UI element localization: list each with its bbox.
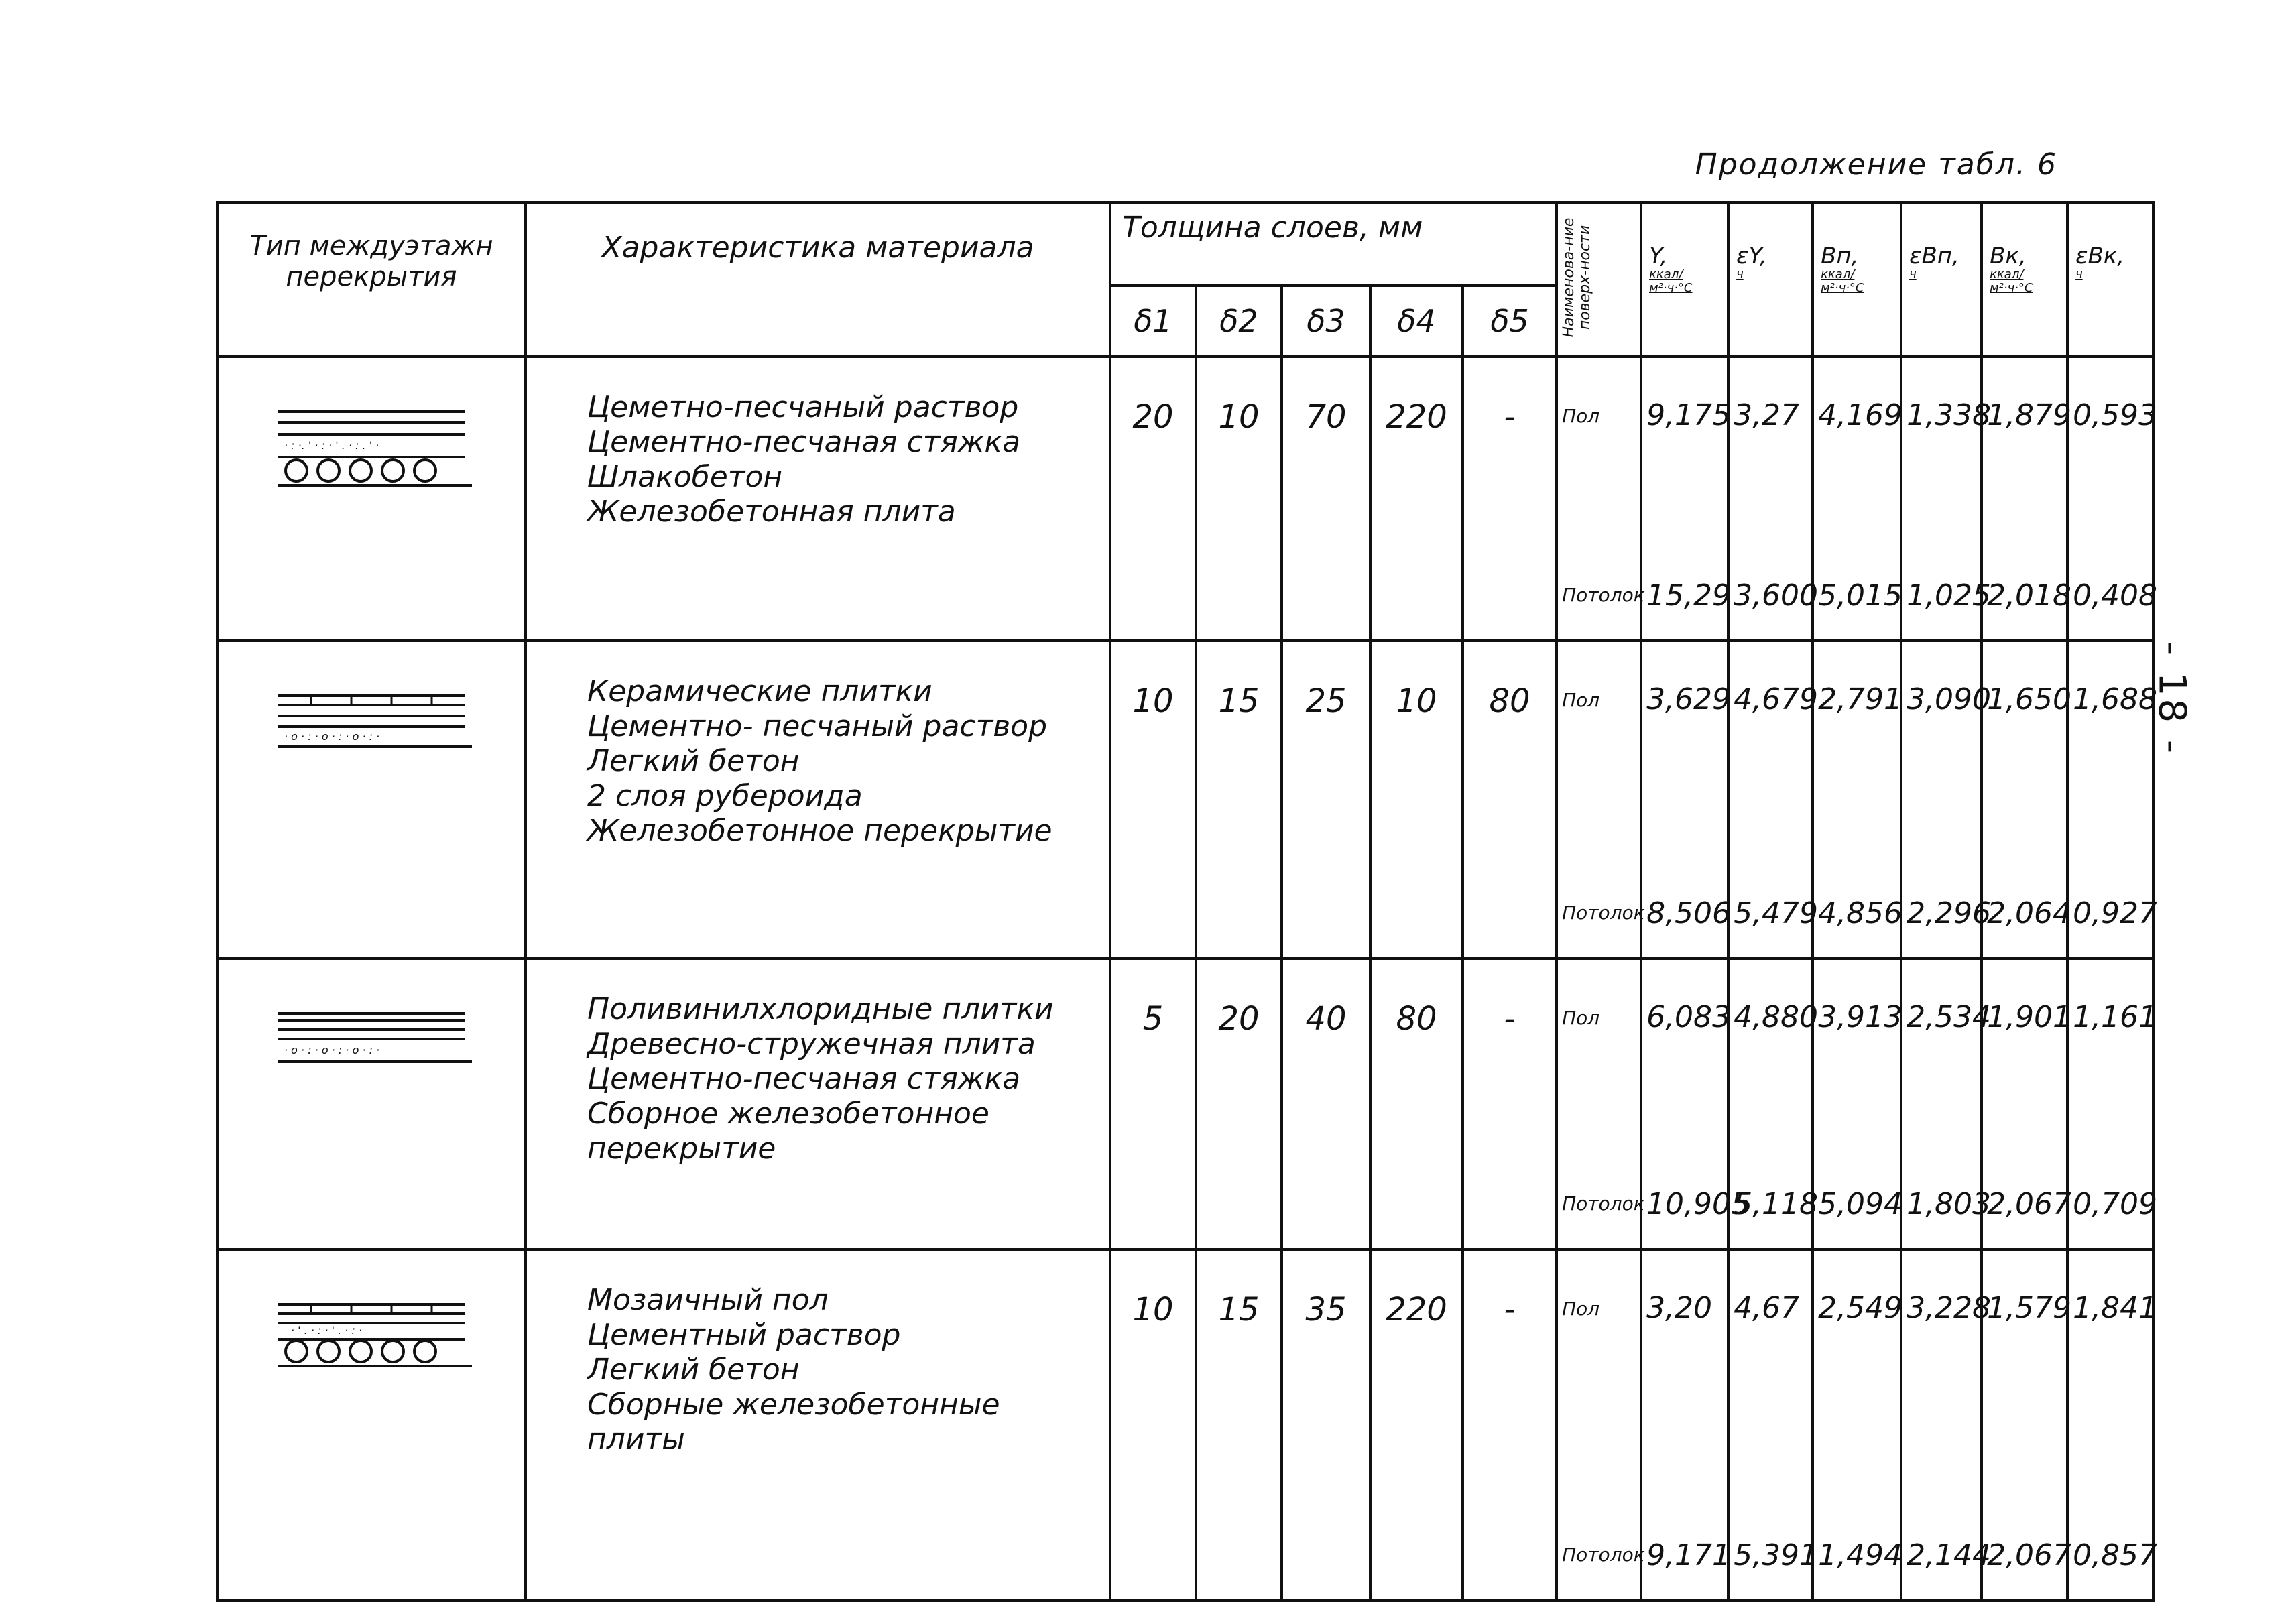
ceiling-value: 2,144 (1907, 1538, 1992, 1573)
material-item: Сборные железобетонные (587, 1388, 1000, 1422)
coef-symbol: Вп, (1821, 243, 1859, 269)
surface-cell (1557, 357, 1645, 641)
header-surface (1557, 202, 1641, 357)
material-item: Легкий бетон (587, 744, 800, 778)
value-cell (1641, 357, 1732, 641)
coef-unit: ккал/м²·ч·°С (1990, 267, 2033, 295)
header-layer-4: δ4 (1370, 286, 1463, 357)
surface-cell (1557, 959, 1645, 1249)
surface-cell (1557, 641, 1645, 959)
floor-label: Пол (1562, 405, 1600, 427)
thermal-properties-table (216, 201, 2158, 1602)
svg-text:· : ·. ' · : · ' . · : . ' ·: · : ·. ' · : · ' . · : . ' · (284, 439, 379, 452)
ceiling-value: 3,600 (1734, 578, 1819, 613)
material-item: Легкий бетон (587, 1353, 800, 1387)
floor-value: 2,549 (1818, 1291, 1903, 1325)
floor-value: 2,534 (1907, 1000, 1992, 1034)
thickness-4: 80 (1370, 959, 1463, 1249)
floor-section-diagram (271, 385, 485, 505)
value-cell (1641, 1249, 1732, 1601)
ceiling-value: 1,494 (1818, 1538, 1903, 1573)
coef-unit: ч (2075, 267, 2083, 282)
floor-value: 3,913 (1818, 1000, 1903, 1034)
header-layer-2: δ2 (1196, 286, 1282, 357)
ceiling-value: 5,118 (1734, 1187, 1819, 1221)
thickness-2: 10 (1196, 357, 1282, 641)
thickness-4: 220 (1370, 1249, 1463, 1601)
value-cell (1641, 641, 1732, 959)
material-item: Железобетонная плита (587, 495, 956, 529)
ceiling-value: 0,857 (2073, 1538, 2158, 1573)
material-item: Древесно-стружечная плита (587, 1027, 1036, 1061)
coef-symbol: εВп, (1909, 243, 1959, 269)
table-row (217, 959, 2153, 1249)
floor-schema-cell (217, 357, 526, 641)
thickness-1: 10 (1110, 641, 1196, 959)
value-cell (1901, 641, 1992, 959)
coef-unit: ч (1736, 267, 1744, 282)
table-caption: Продолжение табл. 6 (1695, 147, 2057, 182)
floor-value: 1,841 (2073, 1291, 2158, 1325)
floor-value: 9,175 (1646, 398, 1732, 432)
ceiling-value: 15,29 (1646, 578, 1732, 613)
coef-symbol: Вк, (1990, 243, 2027, 269)
ceiling-value: 0,927 (2073, 896, 2158, 930)
floor-value: 6,083 (1646, 1000, 1732, 1034)
value-cell (1813, 641, 1901, 959)
floor-value: 2,791 (1818, 682, 1903, 717)
ceiling-label: Потолок (1562, 584, 1645, 606)
thickness-1: 10 (1110, 1249, 1196, 1601)
ceiling-value: 5,479 (1734, 896, 1819, 930)
thickness-5: - (1463, 959, 1557, 1249)
thickness-4: 10 (1370, 641, 1463, 959)
value-cell (1982, 357, 2072, 641)
materials-cell (526, 1249, 1110, 1601)
header-coef-ey (1728, 202, 1813, 357)
header-characteristic: Характеристика материала (526, 202, 1110, 357)
ceiling-label: Потолок (1562, 1544, 1645, 1566)
ceiling-value: 2,064 (1987, 896, 2072, 930)
floor-schema-cell (217, 959, 526, 1249)
value-cell (2067, 1249, 2158, 1601)
header-coef-y (1641, 202, 1728, 357)
header-coef-bp (1813, 202, 1901, 357)
thickness-3: 40 (1282, 959, 1370, 1249)
page-number-text: - 18 - (2150, 641, 2194, 757)
floor-value: 1,901 (1987, 1000, 2072, 1034)
floor-value: 1,579 (1987, 1291, 2072, 1325)
material-item: Сборное железобетонное (587, 1097, 989, 1131)
coef-unit: ккал/м²·ч·°С (1649, 267, 1693, 295)
floor-schema-cell (217, 1249, 526, 1601)
coef-symbol: εВк, (2075, 243, 2125, 269)
value-cell (2067, 959, 2158, 1249)
floor-value: 0,593 (2073, 398, 2158, 432)
thickness-3: 35 (1282, 1249, 1370, 1601)
value-cell (1728, 1249, 1819, 1601)
floor-value: 4,880 (1734, 1000, 1819, 1034)
header-coef-bk (1982, 202, 2067, 357)
floor-value: 1,338 (1907, 398, 1992, 432)
value-cell (1813, 1249, 1901, 1601)
value-cell (2067, 641, 2158, 959)
floor-value: 1,650 (1987, 682, 2072, 717)
svg-text:· o · : · o · : · o · : ·: · o · : · o · : · o · : · (284, 730, 380, 743)
material-item: Цементно-песчаная стяжка (587, 425, 1021, 459)
thickness-5: - (1463, 1249, 1557, 1601)
value-cell (1728, 641, 1819, 959)
ceiling-value: 1,025 (1907, 578, 1992, 613)
floor-value: 1,161 (2073, 1000, 2158, 1034)
header-coef-ebp (1901, 202, 1982, 357)
materials-cell (526, 641, 1110, 959)
ceiling-value: 4,856 (1818, 896, 1903, 930)
material-item: Поливинилхлоридные плитки (587, 992, 1054, 1026)
value-cell (1728, 959, 1819, 1249)
floor-value: 1,688 (2073, 682, 2158, 717)
ceiling-value: 9,171 (1646, 1538, 1732, 1573)
value-cell (2067, 357, 2158, 641)
ceiling-label: Потолок (1562, 1192, 1645, 1215)
value-cell (1901, 1249, 1992, 1601)
value-cell (1982, 1249, 2072, 1601)
coef-unit: ч (1909, 267, 1917, 282)
value-cell (1901, 357, 1992, 641)
svg-text:· ' . · : · ' . · : ·: · ' . · : · ' . · : · (291, 1324, 363, 1337)
coef-symbol: Y, (1649, 243, 1668, 269)
value-cell (1982, 959, 2072, 1249)
floor-value: 3,090 (1907, 682, 1992, 717)
floor-section-diagram (271, 987, 485, 1107)
surface-cell (1557, 1249, 1645, 1601)
material-item: Мозаичный пол (587, 1283, 829, 1317)
floor-value: 4,679 (1734, 682, 1819, 717)
material-item: Цементно-песчаная стяжка (587, 1062, 1021, 1096)
header-layer-1: δ1 (1110, 286, 1196, 357)
coef-symbol: εY, (1736, 243, 1767, 269)
floor-value: 3,629 (1646, 682, 1732, 717)
thickness-2: 20 (1196, 959, 1282, 1249)
ceiling-value: 0,709 (2073, 1187, 2158, 1221)
floor-label: Пол (1562, 1298, 1600, 1320)
floor-schema-cell (217, 641, 526, 959)
ceiling-value: 2,296 (1907, 896, 1992, 930)
ceiling-value: 5,094 (1818, 1187, 1903, 1221)
header-type: Тип междуэтажн перекрытия (217, 202, 526, 357)
value-cell (1641, 959, 1750, 1249)
thickness-1: 5 (1110, 959, 1196, 1249)
table-row (217, 357, 2153, 641)
ceiling-value: 0,408 (2073, 578, 2158, 613)
material-item: Цеметно-песчаный раствор (587, 390, 1019, 424)
ceiling-value: 2,067 (1987, 1187, 2072, 1221)
floor-value: 3,228 (1907, 1291, 1992, 1325)
ceiling-value: 2,067 (1987, 1538, 2072, 1573)
material-item: Цементно- песчаный раствор (587, 709, 1048, 743)
material-item: Шлакобетон (587, 460, 783, 494)
value-cell (1982, 641, 2072, 959)
materials-cell (526, 959, 1110, 1249)
floor-label: Пол (1562, 1007, 1600, 1029)
ceiling-value: 5,015 (1818, 578, 1903, 613)
floor-value: 4,67 (1734, 1291, 1800, 1325)
thickness-3: 70 (1282, 357, 1370, 641)
value-cell (1813, 959, 1901, 1249)
header-coef-ebk (2067, 202, 2153, 357)
ceiling-value: 8,506 (1646, 896, 1732, 930)
floor-section-diagram (271, 1278, 485, 1398)
header-layer-5: δ5 (1463, 286, 1557, 357)
floor-label: Пол (1562, 689, 1600, 711)
material-item: 2 слоя рубероида (587, 779, 863, 813)
ceiling-value: 5,391 (1734, 1538, 1819, 1573)
materials-cell (526, 357, 1110, 641)
floor-value: 3,27 (1734, 398, 1800, 432)
header-thickness: Толщина слоев, мм (1110, 202, 1557, 286)
floor-section-diagram (271, 669, 485, 790)
thickness-3: 25 (1282, 641, 1370, 959)
floor-value: 3,20 (1646, 1291, 1713, 1325)
thickness-1: 20 (1110, 357, 1196, 641)
thickness-5: - (1463, 357, 1557, 641)
floor-value: 4,169 (1818, 398, 1903, 432)
ceiling-value: 2,018 (1987, 578, 2072, 613)
thickness-2: 15 (1196, 641, 1282, 959)
thickness-5: 80 (1463, 641, 1557, 959)
material-item: Цементный раствор (587, 1318, 901, 1352)
ceiling-value: 10,905 (1646, 1187, 1750, 1221)
value-cell (1901, 959, 1992, 1249)
floor-value: 1,879 (1987, 398, 2072, 432)
material-item: Керамические плитки (587, 674, 932, 708)
thickness-4: 220 (1370, 357, 1463, 641)
material-item: перекрытие (587, 1131, 776, 1166)
ceiling-label: Потолок (1562, 902, 1645, 924)
coef-unit: ккал/м²·ч·°С (1821, 267, 1864, 295)
table-row (217, 1249, 2153, 1601)
header-layer-3: δ3 (1282, 286, 1370, 357)
ceiling-value: 1,803 (1907, 1187, 1992, 1221)
table-row (217, 641, 2153, 959)
svg-text:· o · : · o · : · o · : ·: · o · : · o · : · o · : · (284, 1044, 380, 1056)
material-item: Железобетонное перекрытие (587, 814, 1052, 848)
material-item: плиты (587, 1422, 685, 1457)
value-cell (1813, 357, 1901, 641)
header-surface-text: Наименова-ние поверх-ности (1561, 217, 1594, 338)
thickness-2: 15 (1196, 1249, 1282, 1601)
value-cell (1728, 357, 1819, 641)
